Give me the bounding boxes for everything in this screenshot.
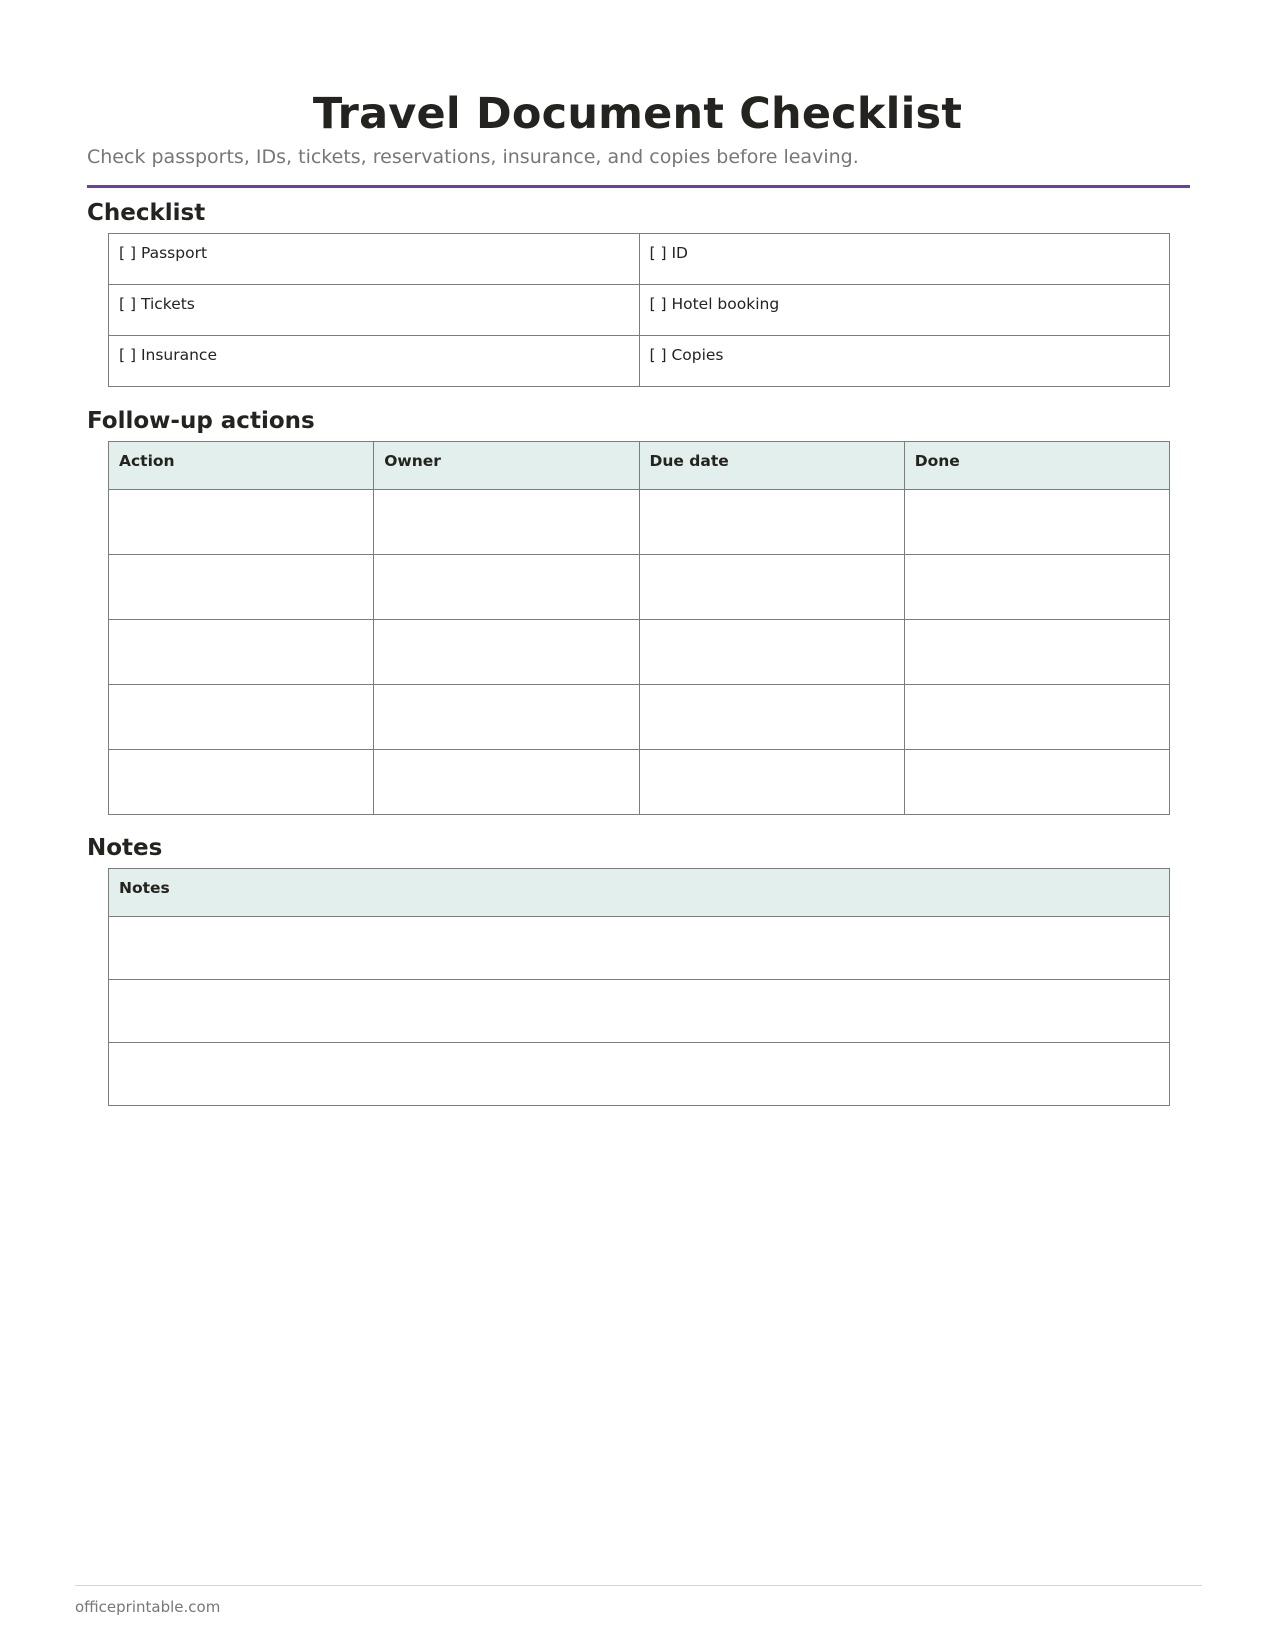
checklist-item-copies[interactable]: [ ] Copies bbox=[639, 336, 1170, 387]
checklist-item-hotel-booking[interactable]: [ ] Hotel booking bbox=[639, 285, 1170, 336]
table-row bbox=[109, 685, 1170, 750]
done-cell[interactable] bbox=[904, 490, 1169, 555]
checklist-item-tickets[interactable]: [ ] Tickets bbox=[109, 285, 640, 336]
done-cell[interactable] bbox=[904, 685, 1169, 750]
notes-heading: Notes bbox=[87, 835, 163, 861]
table-header-row bbox=[109, 869, 1170, 917]
notes-table bbox=[108, 868, 1170, 1106]
done-cell[interactable] bbox=[904, 555, 1169, 620]
due-date-cell[interactable] bbox=[639, 620, 904, 685]
column-header-notes: Notes bbox=[109, 869, 1170, 917]
title-divider bbox=[87, 185, 1190, 188]
done-cell[interactable] bbox=[904, 750, 1169, 815]
table-row bbox=[109, 336, 1170, 387]
owner-cell[interactable] bbox=[374, 490, 639, 555]
table-row bbox=[109, 285, 1170, 336]
due-date-cell[interactable] bbox=[639, 750, 904, 815]
owner-cell[interactable] bbox=[374, 750, 639, 815]
notes-cell[interactable] bbox=[109, 980, 1170, 1043]
footer-divider bbox=[75, 1585, 1202, 1586]
due-date-cell[interactable] bbox=[639, 555, 904, 620]
followup-heading: Follow-up actions bbox=[87, 408, 315, 434]
checklist-item-insurance[interactable]: [ ] Insurance bbox=[109, 336, 640, 387]
footer-site: officeprintable.com bbox=[75, 1598, 221, 1616]
action-cell[interactable] bbox=[109, 620, 374, 685]
table-header-row bbox=[109, 442, 1170, 490]
checklist-table bbox=[108, 233, 1170, 387]
due-date-cell[interactable] bbox=[639, 685, 904, 750]
table-row bbox=[109, 750, 1170, 815]
column-header-done: Done bbox=[904, 442, 1169, 490]
table-row bbox=[109, 555, 1170, 620]
table-row bbox=[109, 1043, 1170, 1106]
action-cell[interactable] bbox=[109, 555, 374, 620]
column-header-owner: Owner bbox=[374, 442, 639, 490]
checklist-item-id[interactable]: [ ] ID bbox=[639, 234, 1170, 285]
done-cell[interactable] bbox=[904, 620, 1169, 685]
table-row bbox=[109, 917, 1170, 980]
due-date-cell[interactable] bbox=[639, 490, 904, 555]
owner-cell[interactable] bbox=[374, 620, 639, 685]
table-row bbox=[109, 490, 1170, 555]
table-row bbox=[109, 980, 1170, 1043]
page-title: Travel Document Checklist bbox=[312, 89, 963, 139]
action-cell[interactable] bbox=[109, 750, 374, 815]
column-header-action: Action bbox=[109, 442, 374, 490]
owner-cell[interactable] bbox=[374, 685, 639, 750]
checklist-item-passport[interactable]: [ ] Passport bbox=[109, 234, 640, 285]
action-cell[interactable] bbox=[109, 685, 374, 750]
notes-cell[interactable] bbox=[109, 917, 1170, 980]
owner-cell[interactable] bbox=[374, 555, 639, 620]
table-row bbox=[109, 234, 1170, 285]
notes-cell[interactable] bbox=[109, 1043, 1170, 1106]
checklist-heading: Checklist bbox=[87, 200, 206, 226]
table-row bbox=[109, 620, 1170, 685]
page-subtitle: Check passports, IDs, tickets, reservations, insurance, and copies before leaving. bbox=[87, 146, 859, 168]
column-header-due-date: Due date bbox=[639, 442, 904, 490]
action-cell[interactable] bbox=[109, 490, 374, 555]
followup-table bbox=[108, 441, 1170, 815]
